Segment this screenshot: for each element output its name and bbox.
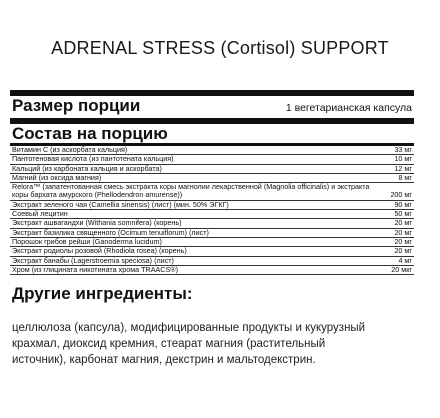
serving-size-row bbox=[10, 96, 414, 118]
ingredient-amount: 20 мг bbox=[376, 228, 414, 237]
serving-size-label: Размер порции bbox=[12, 96, 141, 115]
ingredient-name: Экстракт базилика священного (Ocimum tenuiflorum) (лист) bbox=[10, 228, 376, 237]
ingredient-row bbox=[10, 256, 414, 265]
ingredient-name: Хром (из глицината никотината хрома TRAACS®) bbox=[10, 265, 376, 274]
ingredient-amount: 20 мг bbox=[376, 247, 414, 256]
ingredient-name: Магний (из оксида магния) bbox=[10, 173, 376, 182]
ingredient-amount: 50 мг bbox=[376, 210, 414, 219]
ingredient-amount: 10 мг bbox=[376, 155, 414, 164]
ingredient-name: Экстракт банабы (Lagerstroemia speciosa) (лист) bbox=[10, 256, 376, 265]
ingredient-amount: 12 мг bbox=[376, 164, 414, 173]
other-ingredients-heading: Другие ингредиенты: bbox=[12, 284, 193, 303]
amount-per-serving-heading: Состав на порцию bbox=[12, 124, 168, 143]
ingredient-row bbox=[10, 219, 414, 228]
ingredient-name: Витамин С (из аскорбата кальция) bbox=[10, 146, 376, 155]
ingredient-name: Экстракт родиолы розовой (Rhodiola rosea) (корень) bbox=[10, 247, 376, 256]
ingredient-name: Экстракт зеленого чая (Camellia sinensis) (лист) (мин. 50% ЭГКГ) bbox=[10, 200, 376, 209]
ingredients-table bbox=[10, 146, 414, 275]
product-title: ADRENAL STRESS (Cortisol) SUPPORT bbox=[51, 38, 389, 58]
ingredient-row bbox=[10, 155, 414, 164]
ingredient-amount: 8 мг bbox=[376, 173, 414, 182]
ingredient-amount: 33 мг bbox=[376, 146, 414, 155]
ingredient-row bbox=[10, 200, 414, 209]
ingredient-name: Пантотеновая кислота (из пантотената кальция) bbox=[10, 155, 376, 164]
ingredient-name: Кальций (из карбоната кальция и аскорбата) bbox=[10, 164, 376, 173]
ingredient-name: Экстракт ашвагандхи (Withania somnifera) (корень) bbox=[10, 219, 376, 228]
ingredient-amount: 20 мг bbox=[376, 237, 414, 246]
ingredient-row bbox=[10, 247, 414, 256]
ingredient-amount: 200 мг bbox=[376, 183, 414, 201]
ingredient-name: Порошок грибов рейши (Ganoderma lucidum) bbox=[10, 237, 376, 246]
ingredient-name: Relora™ (запатентованная смесь экстракта коры магнолии лекарственной (Magnolia officinalis) и экстракта коры бархата амурского (Phellodendron amurense)) bbox=[10, 183, 376, 201]
ingredient-amount: 20 мкг bbox=[376, 265, 414, 274]
ingredient-amount: 90 мг bbox=[376, 200, 414, 209]
ingredient-amount: 20 мг bbox=[376, 219, 414, 228]
serving-size-value: 1 вегетарианская капсула bbox=[285, 102, 412, 114]
ingredient-row bbox=[10, 265, 414, 274]
ingredient-row bbox=[10, 183, 414, 201]
ingredient-amount: 4 мг bbox=[376, 256, 414, 265]
ingredient-row bbox=[10, 164, 414, 173]
ingredient-name: Соевый лецитин bbox=[10, 210, 376, 219]
supplement-facts-panel bbox=[10, 90, 414, 275]
other-ingredients-text: целлюлоза (капсула), модифицированные продукты и кукурузный крахмал, диоксид кремния, стеарат магния (растительный источник), карбонат магния, декстрин и мальтодекстрин. bbox=[12, 322, 366, 366]
